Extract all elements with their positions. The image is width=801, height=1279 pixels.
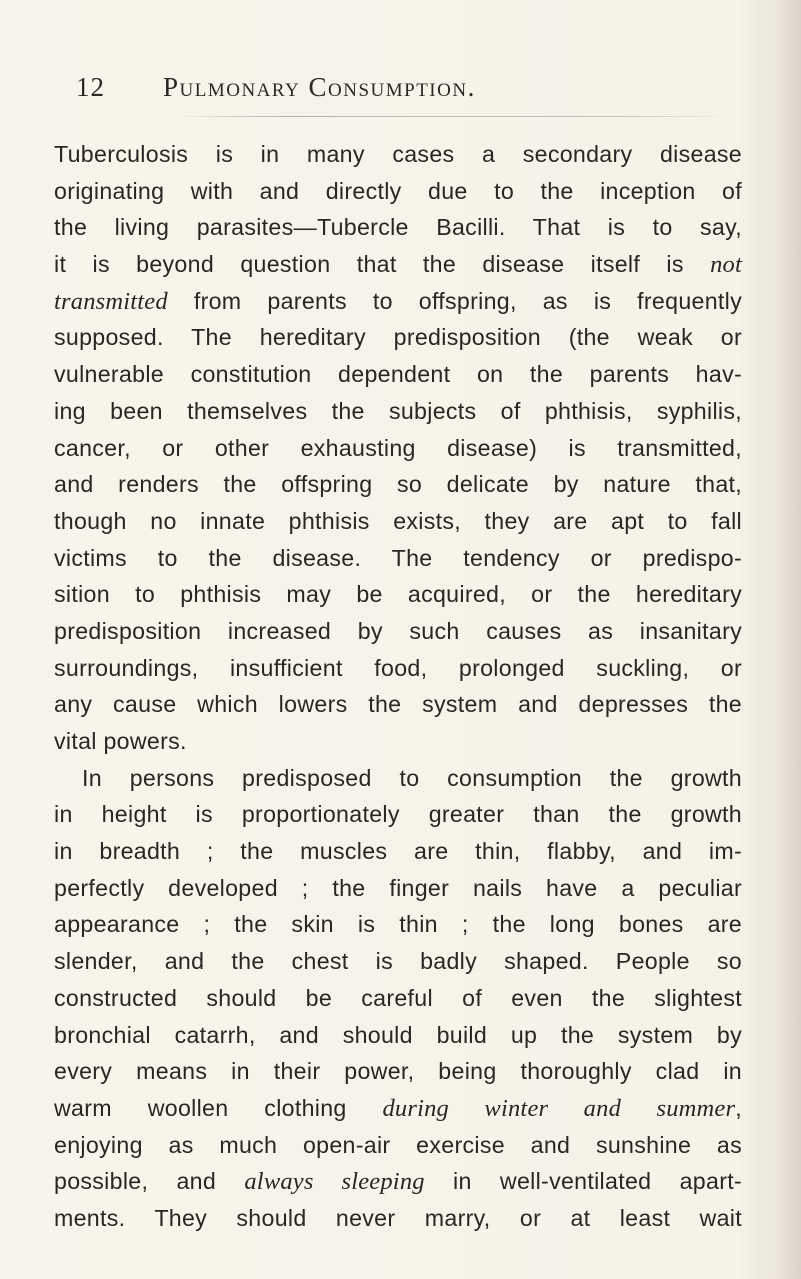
text-run: constructed should be careful of even the slightest bbox=[54, 984, 742, 1011]
text-line bbox=[54, 650, 742, 687]
text-run: bronchial catarrh, and should build up the system by bbox=[54, 1021, 742, 1048]
running-title: Pulmonary Consumption. bbox=[163, 72, 476, 102]
text-run: ments. They should never marry, or at least wait bbox=[54, 1204, 742, 1231]
text-run: predisposition increased by such causes as insanitary bbox=[54, 617, 742, 644]
text-line bbox=[54, 1053, 742, 1090]
text-line bbox=[54, 943, 742, 980]
text-run: Tuberculosis is in many cases a secondary disease bbox=[54, 141, 742, 167]
text-run: vulnerable constitution dependent on the parents hav- bbox=[54, 361, 742, 388]
text-line bbox=[54, 136, 742, 173]
paragraph bbox=[54, 136, 742, 760]
text-line bbox=[54, 980, 742, 1017]
text-run: warm woollen clothing bbox=[54, 1094, 383, 1121]
italic-text: transmitted bbox=[54, 287, 168, 315]
text-run: any cause which lowers the system and depresses the bbox=[54, 691, 742, 718]
paragraph bbox=[54, 760, 742, 1237]
text-line bbox=[54, 906, 742, 943]
text-line bbox=[54, 723, 742, 760]
text-run: , bbox=[735, 1094, 742, 1121]
text-run: originating with and directly due to the inception of bbox=[54, 177, 742, 204]
text-run: enjoying as much open-air exercise and sunshine as bbox=[54, 1131, 742, 1158]
text-line bbox=[54, 430, 742, 467]
text-line bbox=[54, 246, 742, 283]
text-run: sition to phthisis may be acquired, or the hereditary bbox=[54, 581, 742, 608]
text-run: In persons predisposed to consumption the growth bbox=[82, 764, 742, 791]
text-run: in height is proportionately greater than the growth bbox=[54, 801, 742, 828]
page-number: 12 bbox=[76, 72, 105, 102]
text-line bbox=[54, 833, 742, 870]
text-run: ing been themselves the subjects of phthisis, syphilis, bbox=[54, 397, 742, 424]
italic-text: during winter and summer bbox=[382, 1094, 736, 1122]
page-header bbox=[0, 72, 801, 112]
text-run: possible, and bbox=[54, 1168, 245, 1195]
text-run: every means in their power, being thoroughly clad in bbox=[54, 1058, 742, 1085]
text-line bbox=[54, 686, 742, 723]
text-line bbox=[54, 576, 742, 613]
text-line bbox=[54, 283, 742, 320]
text-line bbox=[54, 1127, 742, 1164]
text-run: the living parasites—Tubercle Bacilli. That is to say, bbox=[54, 214, 742, 241]
italic-text: not bbox=[710, 251, 742, 279]
text-run: in breadth ; the muscles are thin, flabby, and im- bbox=[54, 838, 742, 865]
text-line bbox=[54, 540, 742, 577]
text-line bbox=[54, 173, 742, 210]
text-line bbox=[54, 613, 742, 650]
text-run: surroundings, insufficient food, prolonged suckling, or bbox=[54, 654, 742, 681]
text-line bbox=[54, 796, 742, 833]
text-run: appearance ; the skin is thin ; the long bones are bbox=[54, 911, 742, 938]
text-line bbox=[54, 1090, 742, 1127]
header-rule bbox=[172, 116, 732, 117]
text-run: though no innate phthisis exists, they are apt to fall bbox=[54, 507, 742, 534]
text-line bbox=[54, 760, 742, 797]
text-run: slender, and the chest is badly shaped. People so bbox=[54, 948, 742, 975]
italic-text: always sleeping bbox=[244, 1168, 425, 1196]
text-line bbox=[54, 503, 742, 540]
text-line bbox=[54, 393, 742, 430]
text-run: vital powers. bbox=[54, 728, 187, 754]
text-run: in well-ventilated apart- bbox=[424, 1168, 742, 1195]
text-run: from parents to offspring, as is frequently bbox=[167, 287, 742, 314]
text-line bbox=[54, 356, 742, 393]
text-line bbox=[54, 870, 742, 907]
text-run: it is beyond question that the disease itself is bbox=[54, 251, 711, 278]
text-run: perfectly developed ; the finger nails have a peculiar bbox=[54, 874, 742, 901]
text-line bbox=[54, 1017, 742, 1054]
text-run: victims to the disease. The tendency or predispo- bbox=[54, 544, 742, 571]
text-run: supposed. The hereditary predisposition (the weak or bbox=[54, 324, 742, 351]
text-line bbox=[54, 1200, 742, 1237]
body-text bbox=[54, 136, 742, 1237]
text-line bbox=[54, 466, 742, 503]
text-line bbox=[54, 209, 742, 246]
text-run: and renders the offspring so delicate by nature that, bbox=[54, 471, 742, 498]
text-line bbox=[54, 319, 742, 356]
text-line bbox=[54, 1163, 742, 1200]
text-run: cancer, or other exhausting disease) is transmitted, bbox=[54, 434, 742, 461]
